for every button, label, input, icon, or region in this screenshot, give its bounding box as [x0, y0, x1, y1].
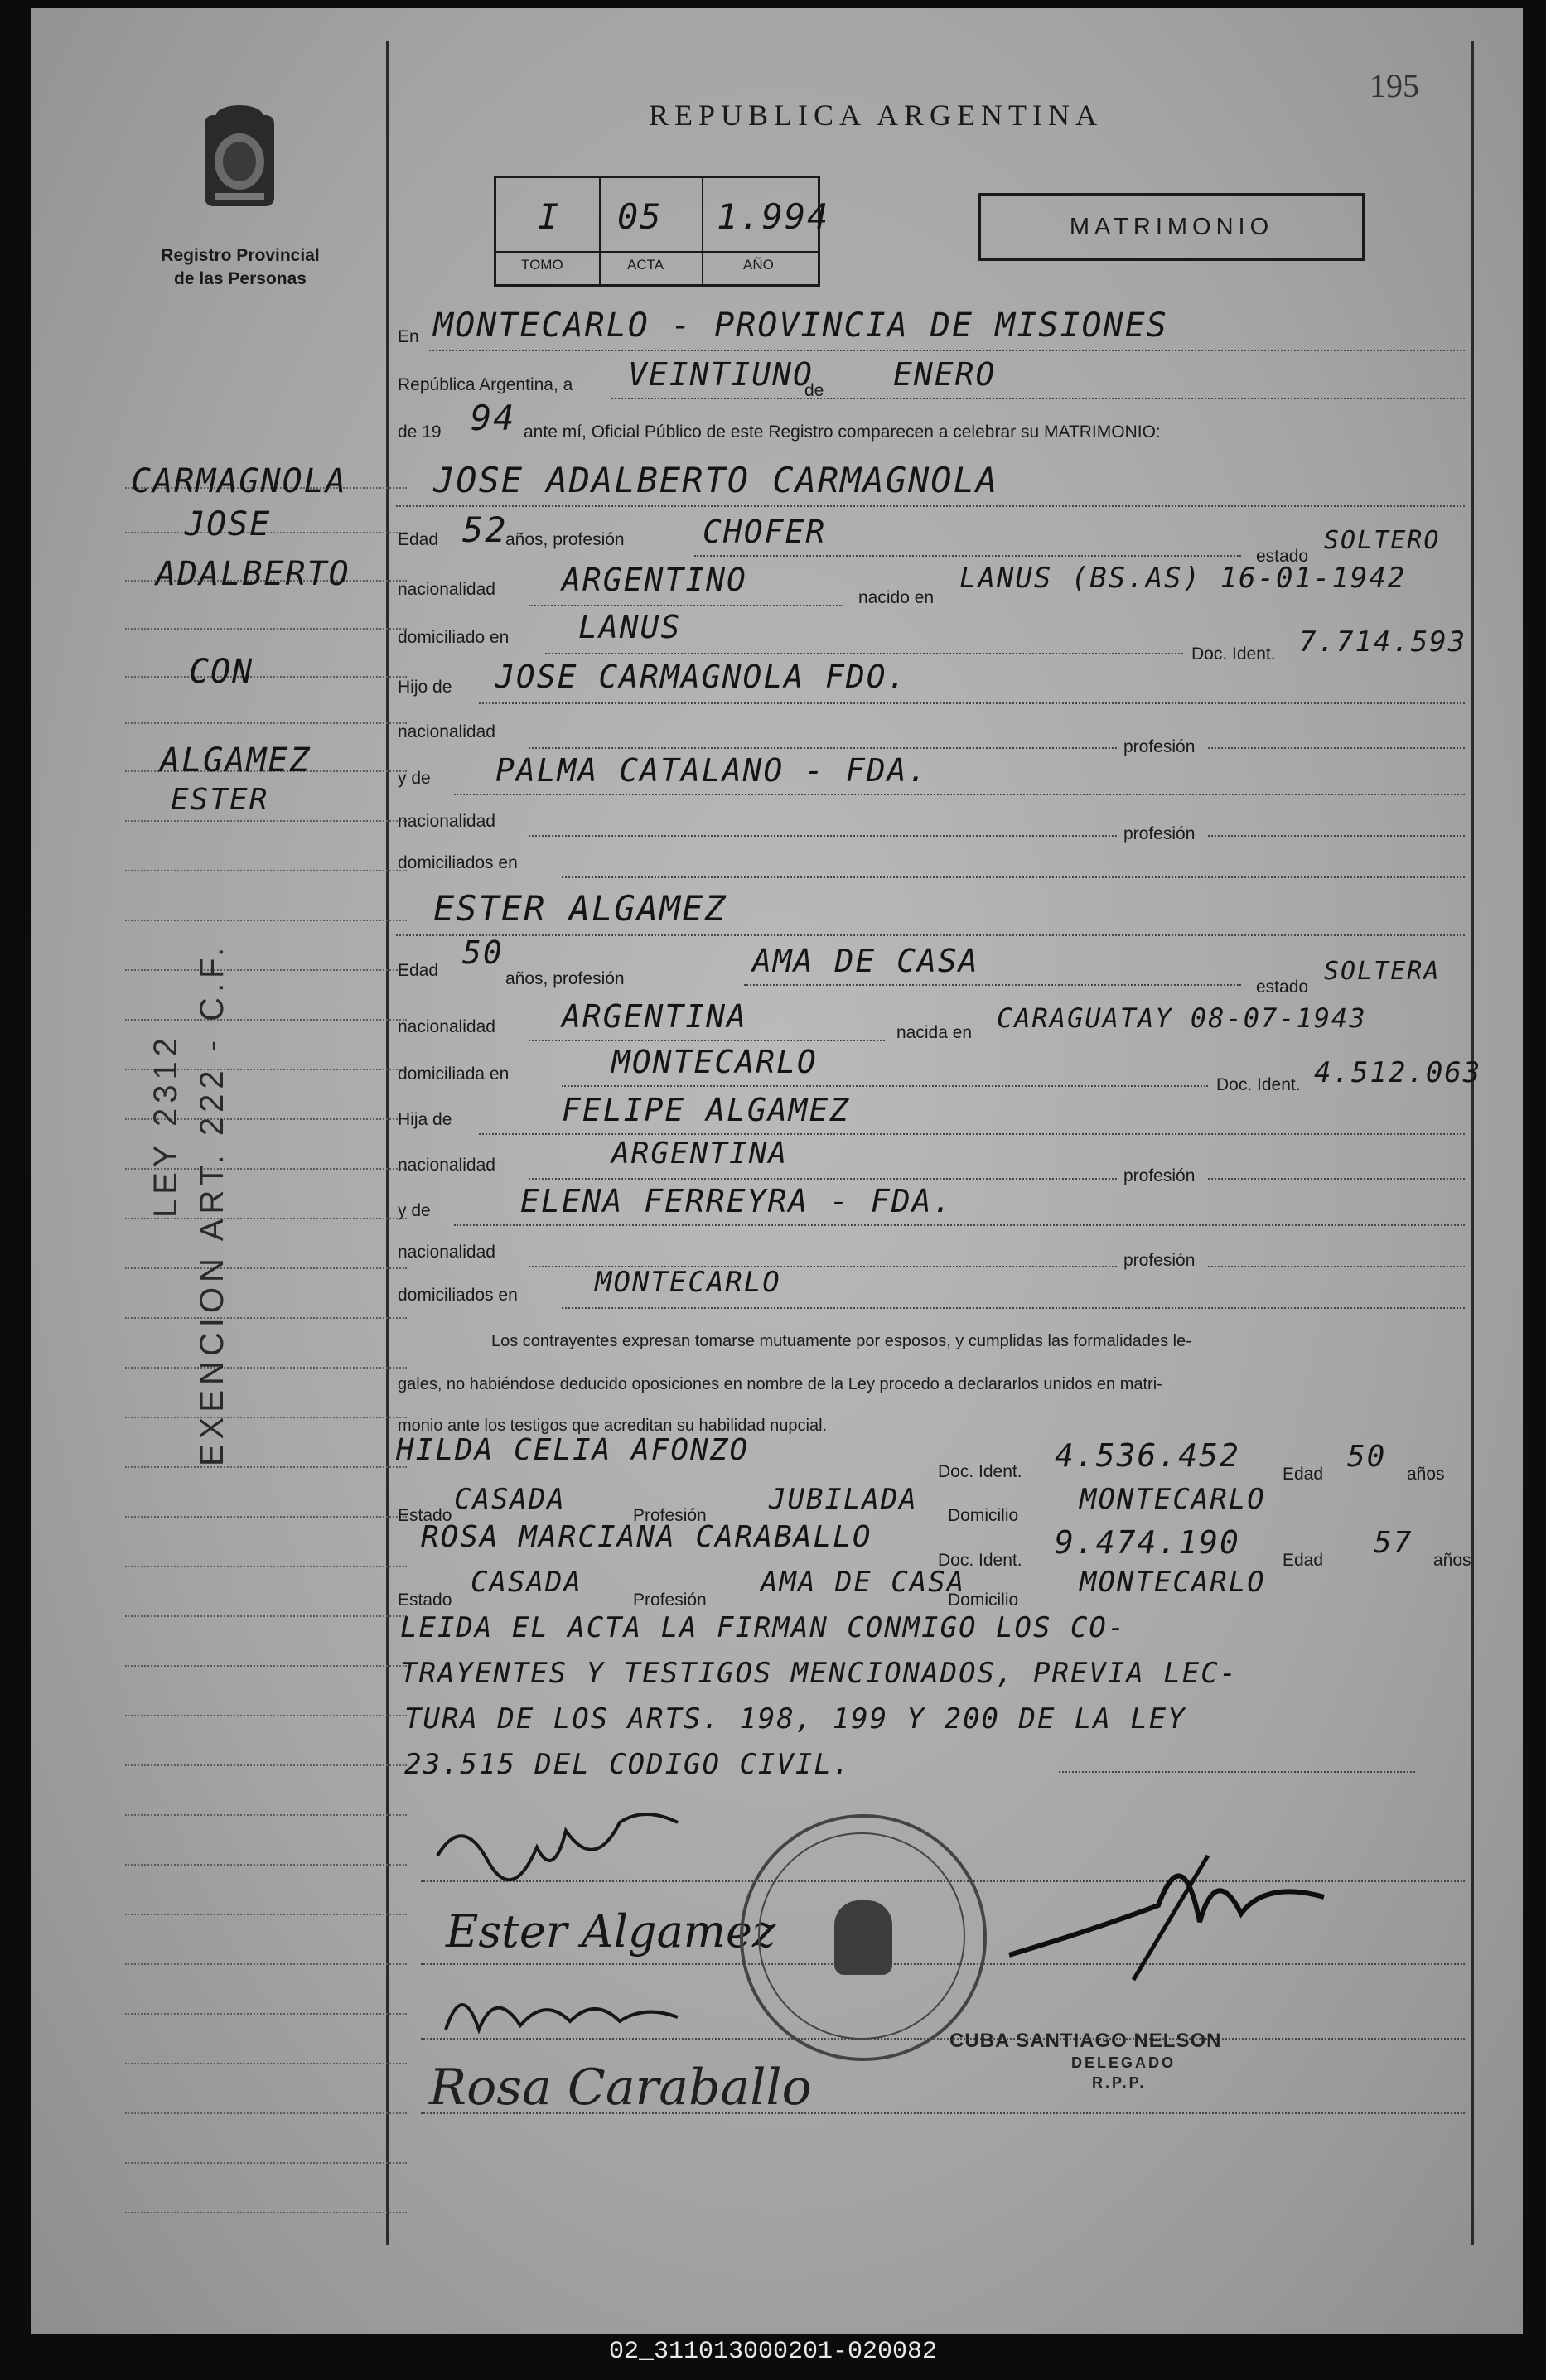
groom-father: JOSE CARMAGNOLA FDO. [495, 659, 908, 695]
acta-label: ACTA [627, 257, 664, 273]
margin-name-5: ALGAMEZ [160, 741, 312, 780]
groom-mother: PALMA CATALANO - FDA. [495, 752, 929, 789]
closing-line-4: 23.515 DEL CODIGO CIVIL. [404, 1748, 852, 1781]
bride-profesion2-label: profesión [1123, 1251, 1196, 1270]
document-page [31, 8, 1523, 2334]
official-sub: R.P.P. [1092, 2074, 1147, 2091]
witness2-signature: Rosa Caraballo [429, 2059, 812, 2117]
bride-mother: ELENA FERREYRA - FDA. [520, 1183, 954, 1219]
en-label: En [398, 327, 419, 346]
bride-edad-label: Edad [398, 961, 439, 980]
groom-domicile: LANUS [578, 609, 682, 645]
groom-doc: 7.714.593 [1299, 625, 1467, 659]
bride-yde-label: y de [398, 1201, 431, 1220]
official-title: DELEGADO [1071, 2054, 1176, 2071]
year-prefix: de 19 [398, 422, 442, 442]
groom-hijo-label: Hijo de [398, 678, 452, 697]
witness2-edad-label: Edad [1283, 1551, 1324, 1570]
witness1-signature [429, 1972, 703, 2054]
bride-domicile: MONTECARLO [611, 1044, 818, 1080]
registry-box [494, 176, 830, 287]
bride-birth: CARAGUATAY 08-07-1943 [997, 1002, 1367, 1034]
bride-nationality: ARGENTINA [562, 998, 747, 1035]
witness2-estado: CASADA [471, 1566, 582, 1599]
ano-label: AÑO [743, 257, 774, 273]
acta-value: 05 [617, 196, 663, 237]
groom-nacionalidad-label: nacionalidad [398, 580, 495, 599]
footer-id: 02_311013000201-020082 [608, 2338, 938, 2366]
witness1-profesion-label: Profesión [633, 1506, 707, 1525]
official-seal [740, 1814, 987, 2061]
witness1-domicile: MONTECARLO [1080, 1483, 1266, 1516]
witness2-domicile: MONTECARLO [1080, 1566, 1266, 1599]
witness2-profession: AMA DE CASA [761, 1566, 966, 1599]
witness1-anos-label: años [1407, 1465, 1445, 1484]
groom-profession: CHOFER [703, 514, 827, 550]
margin-name-3: ADALBERTO [156, 555, 350, 593]
groom-age: 52 [462, 509, 508, 550]
witness2-doc: 9.474.190 [1055, 1524, 1240, 1561]
bride-nacionalidad2-label: nacionalidad [398, 1156, 495, 1175]
groom-nacido-label: nacido en [858, 588, 935, 607]
witness2-anos-label: años [1433, 1551, 1471, 1570]
margin-name-4: CON [189, 653, 254, 691]
witness1-estado: CASADA [454, 1483, 566, 1516]
bride-name: ESTER ALGAMEZ [433, 888, 727, 929]
groom-estado-label: estado [1256, 547, 1309, 566]
groom-doc-label: Doc. Ident. [1191, 644, 1276, 664]
witness2-name: ROSA MARCIANA CARABALLO [421, 1520, 872, 1554]
witness2-age: 57 [1374, 1526, 1413, 1560]
bride-profesion-label: profesión [1123, 1166, 1196, 1185]
margin-stamp-exemption: EXENCION ART. 222 - C.F. [194, 942, 230, 1466]
witness1-name: HILDA CELIA AFONZO [396, 1433, 750, 1467]
page-number: 195 [1370, 67, 1419, 104]
closing-line-1: LEIDA EL ACTA LA FIRMAN CONMIGO LOS CO- [400, 1611, 1127, 1644]
bride-doc-label: Doc. Ident. [1216, 1075, 1301, 1094]
day-value: VEINTIUNO [628, 356, 814, 393]
tomo-label: TOMO [521, 257, 563, 273]
groom-estado: SOLTERO [1324, 526, 1441, 555]
closing-line-3: TURA DE LOS ARTS. 198, 199 Y 200 DE LA LEY [404, 1702, 1186, 1736]
intro-sentence: ante mí, Oficial Público de este Registro comparecen a celebrar su MATRIMONIO: [524, 422, 1161, 442]
agency-name-line2: de las Personas [174, 269, 307, 288]
official-name: CUBA SANTIAGO NELSON [949, 2030, 1222, 2052]
bride-parents-domicile: MONTECARLO [595, 1266, 781, 1299]
witness1-domicilio-label: Domicilio [948, 1506, 1019, 1525]
groom-nacionalidad3-label: nacionalidad [398, 812, 495, 831]
groom-profesion2-label: profesión [1123, 824, 1196, 843]
legal-text-3: monio ante los testigos que acreditan su habilidad nupcial. [398, 1417, 828, 1435]
country-title: REPUBLICA ARGENTINA [649, 99, 1104, 132]
coat-of-arms-icon [200, 104, 279, 211]
ano-value: 1.994 [717, 196, 830, 237]
bride-hija-label: Hija de [398, 1110, 452, 1129]
witness2-domicilio-label: Domicilio [948, 1591, 1019, 1610]
tomo-value: I [538, 196, 561, 237]
bride-nacionalidad-label: nacionalidad [398, 1017, 495, 1036]
witness1-estado-label: Estado [398, 1506, 452, 1525]
bride-father: FELIPE ALGAMEZ [562, 1092, 851, 1128]
bride-signature: Ester Algamez [446, 1905, 776, 1958]
witness1-doc-label: Doc. Ident. [938, 1462, 1022, 1481]
place-value: MONTECARLO - PROVINCIA DE MISIONES [433, 307, 1168, 345]
witness1-edad-label: Edad [1283, 1465, 1324, 1484]
bride-domiciliados-label: domiciliados en [398, 1286, 518, 1305]
year-value: 94 [471, 398, 516, 438]
legal-text-2: gales, no habiéndose deducido oposiciones en nombre de la Ley procedo a declararlos unidos en matri- [398, 1375, 1162, 1393]
bride-profession: AMA DE CASA [752, 943, 979, 979]
groom-name: JOSE ADALBERTO CARMAGNOLA [433, 460, 999, 500]
groom-edad-label: Edad [398, 530, 439, 549]
groom-profesion-label: profesión [1123, 737, 1196, 756]
bride-anos-profesion-label: años, profesión [505, 969, 625, 988]
bride-doc: 4.512.063 [1314, 1056, 1482, 1089]
republica-label: República Argentina, a [398, 375, 573, 394]
bride-domicilio-label: domiciliada en [398, 1064, 510, 1084]
record-type: MATRIMONIO [1069, 213, 1274, 240]
bride-father-nationality: ARGENTINA [611, 1137, 789, 1171]
bride-estado-label: estado [1256, 978, 1309, 997]
margin-name-1: CARMAGNOLA [131, 462, 347, 500]
record-type-box [978, 193, 1365, 261]
official-signature [993, 1831, 1341, 1988]
witness1-doc: 4.536.452 [1055, 1437, 1240, 1474]
witness2-estado-label: Estado [398, 1591, 452, 1610]
witness2-doc-label: Doc. Ident. [938, 1551, 1022, 1570]
witness2-profesion-label: Profesión [633, 1591, 707, 1610]
groom-domicilio-label: domiciliado en [398, 628, 510, 647]
witness1-age: 50 [1347, 1440, 1387, 1474]
groom-domiciliados-label: domiciliados en [398, 853, 518, 872]
witness1-profession: JUBILADA [769, 1483, 918, 1516]
groom-anos-profesion-label: años, profesión [505, 530, 625, 549]
bride-nacionalidad3-label: nacionalidad [398, 1243, 495, 1262]
margin-stamp-law: LEY 2312 [147, 1033, 184, 1218]
closing-line-2: TRAYENTES Y TESTIGOS MENCIONADOS, PREVIA LEC- [400, 1657, 1239, 1690]
groom-yde-label: y de [398, 769, 431, 788]
legal-text-1: Los contrayentes expresan tomarse mutuamente por esposos, y cumplidas las formalidades le- [491, 1332, 1191, 1350]
de-label: de [804, 381, 824, 400]
groom-nationality: ARGENTINO [562, 562, 747, 598]
bride-nacida-label: nacida en [896, 1023, 973, 1042]
margin-name-6: ESTER [171, 783, 269, 817]
bride-age: 50 [462, 934, 504, 971]
bride-estado: SOLTERA [1324, 957, 1441, 986]
groom-signature [429, 1798, 703, 1889]
month-value: ENERO [893, 356, 997, 393]
margin-name-2: JOSE [185, 505, 272, 543]
groom-birth: LANUS (BS.AS) 16-01-1942 [959, 562, 1407, 595]
groom-nacionalidad2-label: nacionalidad [398, 722, 495, 741]
agency-name-line1: Registro Provincial [161, 246, 320, 265]
